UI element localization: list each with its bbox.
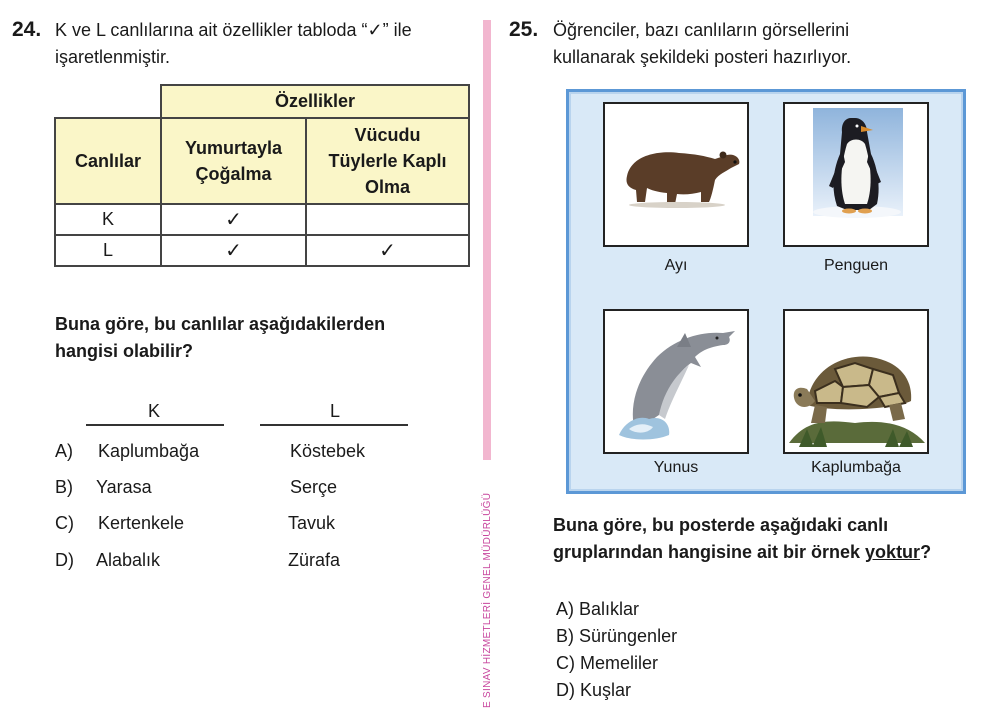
q25-stem-line2: kullanarak şekildeki posteri hazırlıyor. xyxy=(553,47,852,67)
poster-label-bear: Ayı xyxy=(664,257,688,274)
row-k-check1: ✓ xyxy=(161,204,306,235)
option-c-l: Tavuk xyxy=(288,513,336,533)
q25-option-d[interactable]: D) Kuşlar xyxy=(556,680,632,700)
option-d-letter[interactable]: D) xyxy=(55,550,74,570)
table-col-header-reproduction xyxy=(161,118,306,204)
penguin-image xyxy=(785,104,927,245)
q24-question-line1: Buna göre, bu canlılar aşağıdakilerden xyxy=(55,314,386,334)
q25-option-b[interactable]: B) Sürüngenler xyxy=(556,626,678,646)
sidebar-vertical-text: E SINAV HİZMETLERİ GENEL MÜDÜRLÜĞÜ xyxy=(482,492,493,708)
dolphin-image-frame xyxy=(603,309,749,454)
col1-line1: Yumurtayla xyxy=(184,138,283,158)
q25-question-line2 xyxy=(553,539,931,566)
col2-line1: Vücudu xyxy=(354,125,421,145)
bear-image xyxy=(605,104,747,245)
penguin-image-frame xyxy=(783,102,929,247)
option-b-letter[interactable]: B) xyxy=(55,477,73,497)
animal-poster xyxy=(566,89,966,494)
q25-question-line2-b: ? xyxy=(920,542,932,562)
poster-label-penguin: Penguen xyxy=(823,257,889,274)
row-l-check2: ✓ xyxy=(306,235,469,266)
question-24-number: 24. xyxy=(12,18,42,41)
poster-label-tortoise: Kaplumbağa xyxy=(811,459,901,476)
table-empty-cell xyxy=(55,85,161,118)
option-d-k: Alabalık xyxy=(96,550,161,570)
table-row xyxy=(55,204,469,235)
q25-option-c[interactable]: C) Memeliler xyxy=(556,653,659,673)
option-a-letter[interactable]: A) xyxy=(55,441,73,461)
tortoise-image-frame xyxy=(783,309,929,454)
features-table xyxy=(54,84,470,267)
question-25-number: 25. xyxy=(509,18,539,41)
row-name-k: K xyxy=(55,204,161,235)
q24-stem-line2: işaretlenmiştir. xyxy=(55,47,171,67)
col1-line2: Çoğalma xyxy=(195,164,272,184)
table-row-header: Canlılar xyxy=(55,118,161,204)
option-a-k: Kaplumbağa xyxy=(98,441,200,461)
col2-line3: Olma xyxy=(364,177,411,197)
row-name-l: L xyxy=(55,235,161,266)
q24-question-line2: hangisi olabilir? xyxy=(55,341,194,361)
column-k-label: K xyxy=(148,401,161,421)
option-b-l: Serçe xyxy=(290,477,338,497)
column-divider xyxy=(483,20,491,460)
q25-question-line1: Buna göre, bu posterde aşağıdaki canlı xyxy=(553,515,889,535)
dolphin-image xyxy=(605,311,747,452)
option-c-letter[interactable]: C) xyxy=(55,513,74,533)
tortoise-image xyxy=(785,311,927,452)
row-k-check2 xyxy=(306,204,469,235)
q25-question-line2-a: gruplarından hangisine ait bir örnek xyxy=(553,542,866,562)
option-d-l: Zürafa xyxy=(288,550,341,570)
table-col-header-feathers xyxy=(306,118,469,204)
poster-label-dolphin: Yunus xyxy=(653,459,699,476)
table-group-header: Özellikler xyxy=(161,85,469,118)
table-row xyxy=(55,235,469,266)
col2-line2: Tüylerle Kaplı xyxy=(328,151,447,171)
q25-option-a[interactable]: A) Balıklar xyxy=(556,599,640,619)
q25-question-emphasis: yoktur xyxy=(865,542,921,562)
option-c-k: Kertenkele xyxy=(98,513,185,533)
option-a-l: Köstebek xyxy=(290,441,366,461)
q25-stem-line1: Öğrenciler, bazı canlıların görsellerini xyxy=(553,20,850,40)
column-l-rule xyxy=(260,424,408,426)
q24-stem-line1: K ve L canlılarına ait özellikler tabloda “✓” ile xyxy=(55,20,412,40)
row-l-check1: ✓ xyxy=(161,235,306,266)
option-b-k: Yarasa xyxy=(96,477,152,497)
bear-image-frame xyxy=(603,102,749,247)
column-k-rule xyxy=(86,424,224,426)
column-l-label: L xyxy=(330,401,341,421)
